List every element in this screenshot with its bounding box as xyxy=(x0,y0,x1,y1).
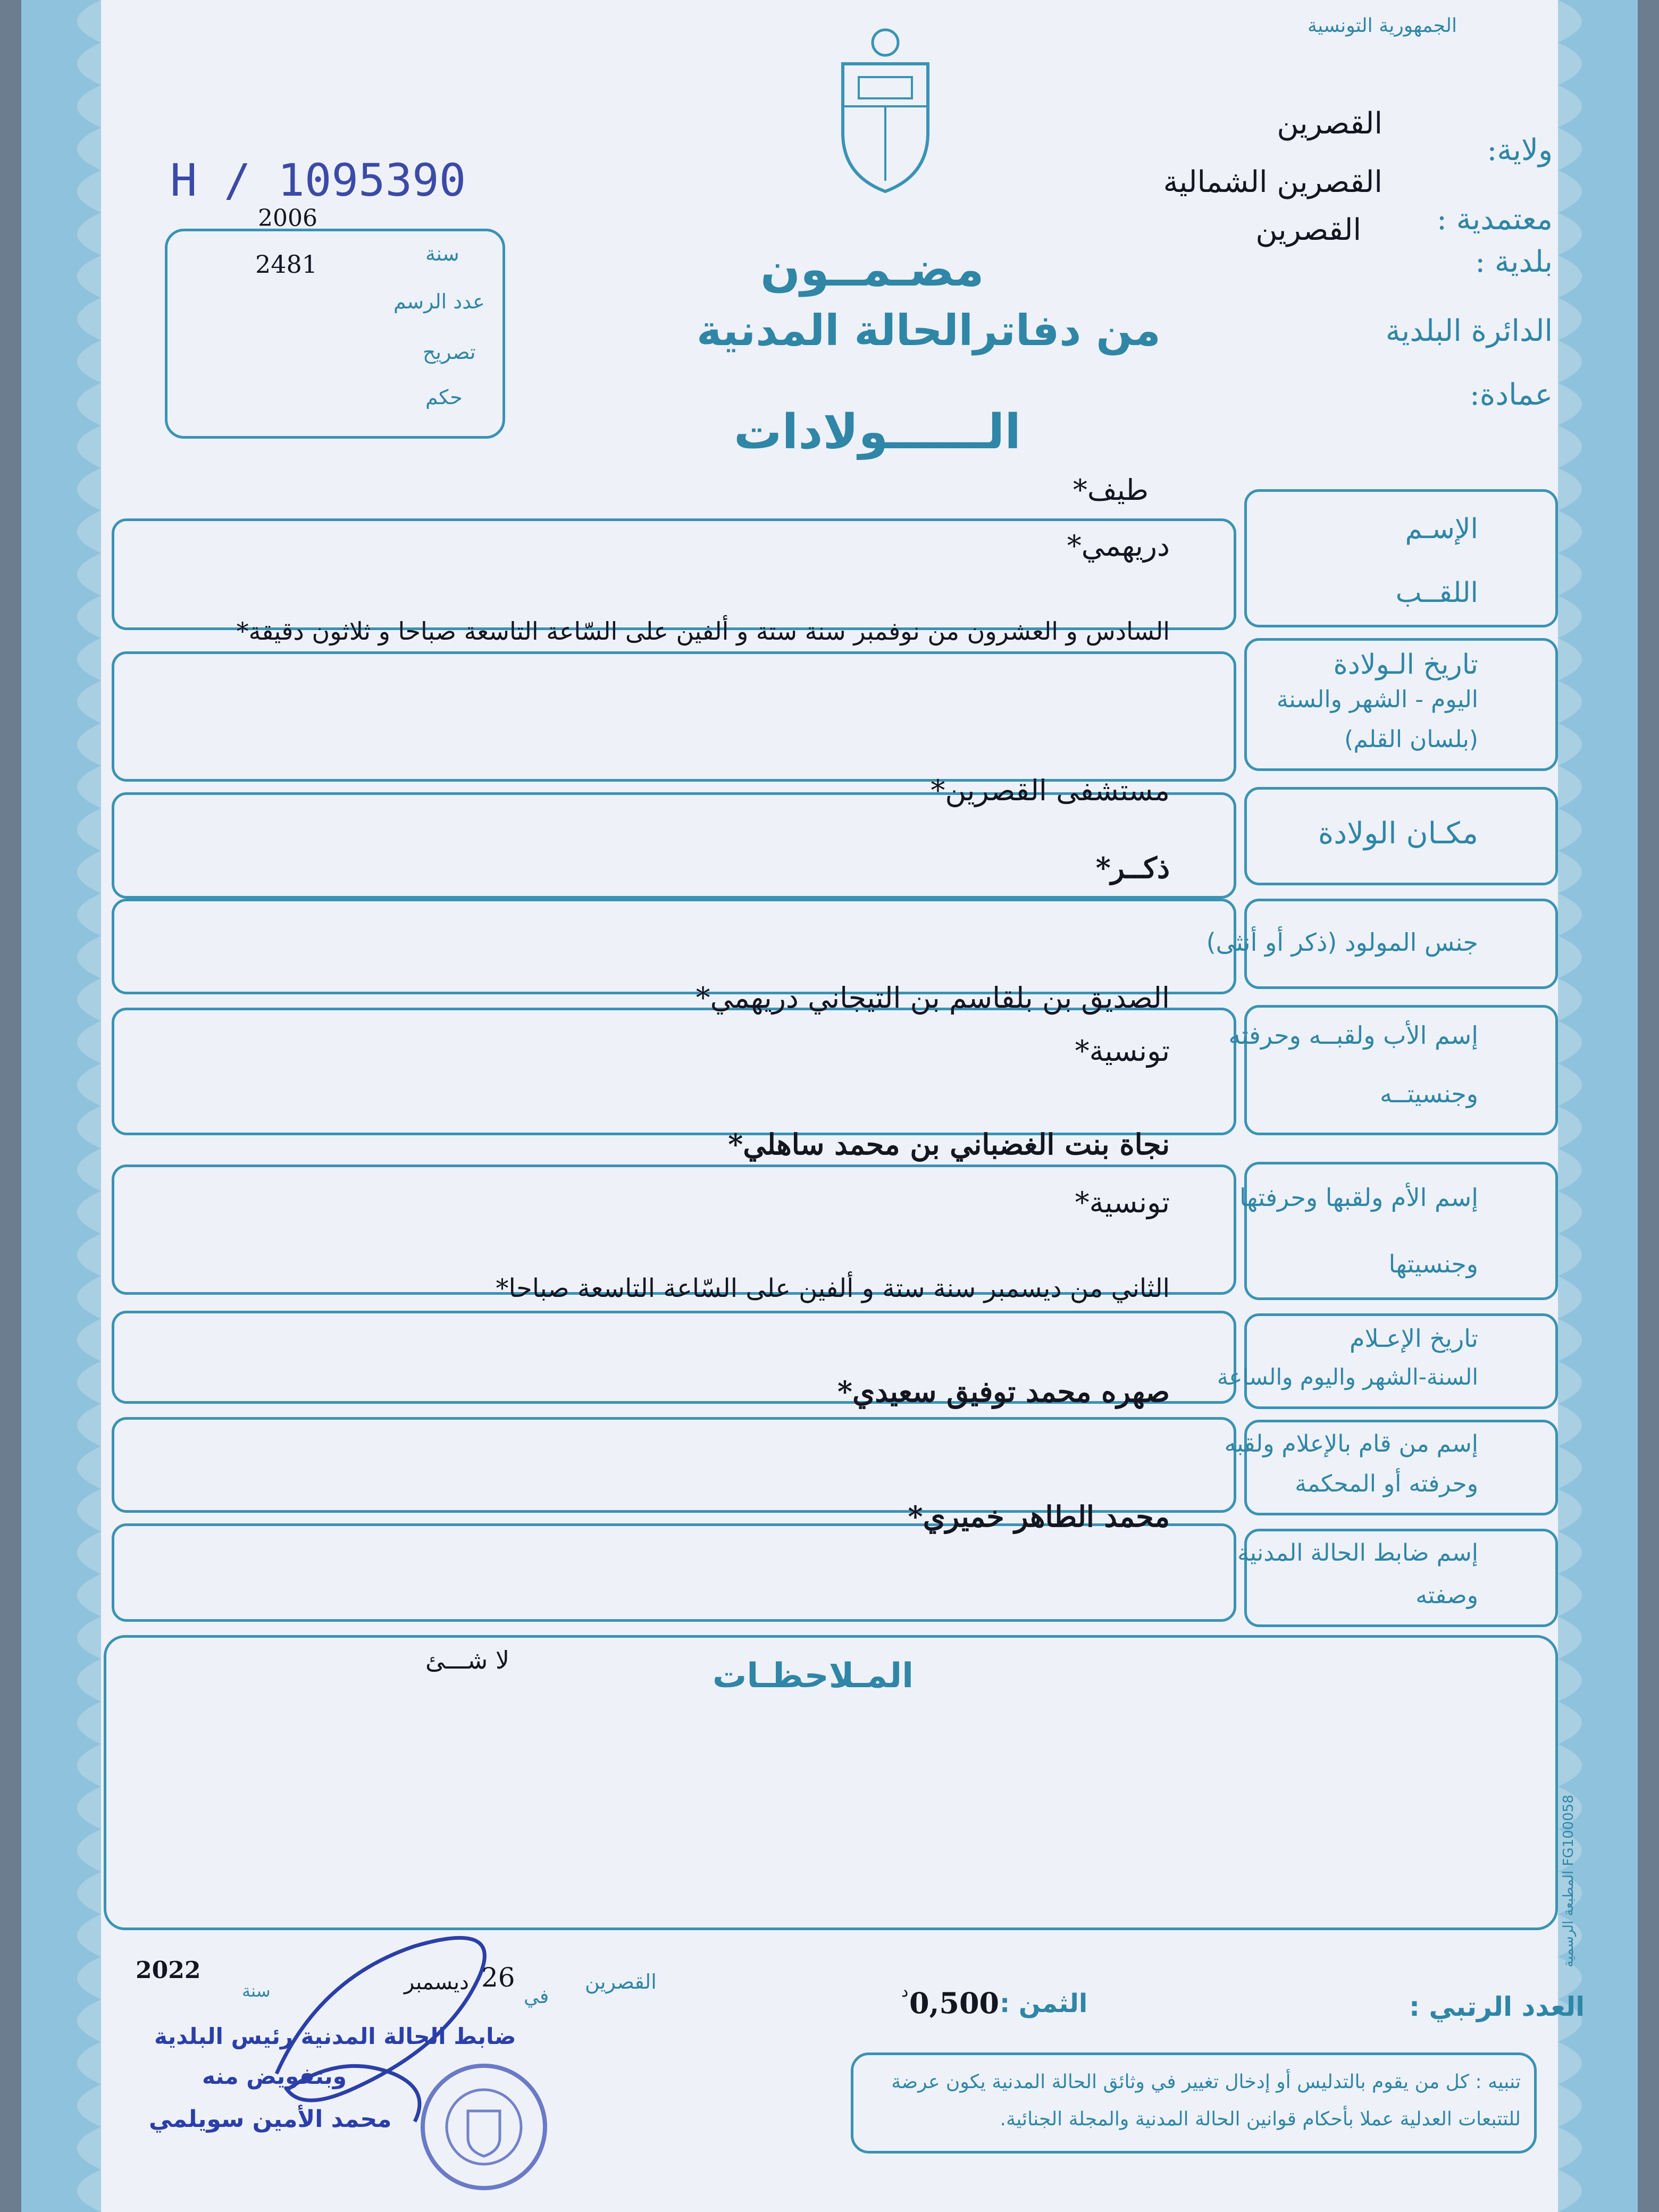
value-box-birth-place xyxy=(112,792,1236,899)
value-box-sex xyxy=(112,899,1236,994)
printer-code: المطبعة الرسمية FG100058 xyxy=(1561,1795,1577,1967)
footer-day: 26 xyxy=(481,1962,515,1993)
remarks-value: لا شـــئ xyxy=(425,1646,510,1674)
serial-number xyxy=(170,154,466,206)
label-mother-nationality: وجنسيتها xyxy=(1388,1250,1478,1278)
wilaya-value: القصرين xyxy=(1277,106,1382,141)
value-declarant: صهره محمد توفيق سعيدي* xyxy=(837,1375,1170,1409)
wilaya-label: ولاية: xyxy=(1487,133,1553,167)
value-first-name: طيف* xyxy=(1073,473,1149,507)
judgment-label: حكم xyxy=(425,386,463,409)
title-registers: من دفاترالحالة المدنية xyxy=(697,306,1161,355)
label-box-mother xyxy=(1244,1162,1558,1300)
omada-label: عمادة: xyxy=(1470,378,1553,412)
value-sex: ذكــر* xyxy=(1095,851,1170,885)
stamp-line-2: وبتفويض منه xyxy=(202,2063,347,2089)
stamp-line-3: محمد الأمين سويلمي xyxy=(149,2106,392,2133)
value-box-birth-date xyxy=(112,651,1236,782)
label-surname: اللقــب xyxy=(1395,577,1478,609)
republic-name: الجمهورية التونسية xyxy=(1307,15,1457,37)
motamadia-label: معتمدية : xyxy=(1437,202,1553,237)
value-surname: دريهمي* xyxy=(1067,529,1170,563)
value-birth-date: السادس و العشرون من نوفمبر سنة ستة و ألفين على السّاعة التاسعة صباحا و ثلاثون دقيقة* xyxy=(236,617,1170,646)
baladia-value: القصرين xyxy=(1255,213,1361,247)
label-birth-date-words: (بلسان القلم) xyxy=(1344,726,1478,753)
warning-line-2: للتتبعات العدلية عملا بأحكام قوانين الحالة المدنية والمجلة الجنائية. xyxy=(1000,2108,1521,2130)
warning-box xyxy=(851,2052,1537,2154)
value-mother: نجاة بنت الغضباني بن محمد ساهلي* xyxy=(728,1127,1170,1161)
value-box-father xyxy=(112,1008,1236,1135)
act-number-value: 2481 xyxy=(255,250,318,279)
serial-digits: 1095390 xyxy=(278,154,466,206)
footer-year: 2022 xyxy=(136,1957,201,1984)
label-birth-date: تاريخ الـولادة xyxy=(1333,649,1478,681)
coat-of-arms-emblem xyxy=(830,27,941,197)
value-box-officer xyxy=(112,1523,1236,1622)
label-officer-title: وصفته xyxy=(1415,1582,1478,1609)
title-madmoun: مضـمــون xyxy=(760,242,984,297)
footer-place: القصرين xyxy=(585,1970,657,1993)
stamp-line-1: ضابط الحالة المدنية رئيس البلدية xyxy=(154,2023,516,2049)
value-father-nationality: تونسية* xyxy=(1075,1034,1170,1068)
section-births: الــــــولادات xyxy=(734,404,1021,460)
act-number-label: عدد الرسم xyxy=(393,290,485,313)
price-value: 0,500 xyxy=(909,1986,1000,2020)
label-birth-date-format: اليوم - الشهر والسنة xyxy=(1276,686,1478,713)
declaration-label: تصريح xyxy=(423,340,476,364)
baladia-label: بلدية : xyxy=(1475,245,1553,279)
label-declarant-profession: وحرفته أو المحكمة xyxy=(1295,1470,1478,1497)
footer-in: في xyxy=(524,1986,549,2008)
label-sex: جنس المولود (ذكر أو أنثى) xyxy=(1206,928,1478,957)
serial-prefix: H / xyxy=(170,154,251,206)
ordinal-number-label: العدد الرتبي : xyxy=(1409,1991,1585,2022)
year-value: 2006 xyxy=(258,205,317,232)
label-first-name: الإسـم xyxy=(1405,513,1478,545)
label-father: إسم الأب ولقبــه وحرفته xyxy=(1228,1021,1478,1050)
warning-line-1: تنبيه : كل من يقوم بالتدليس أو إدخال تغيير في وثائق الحالة المدنية يكون عرضة xyxy=(891,2071,1521,2093)
footer-year-label: سنة xyxy=(242,1981,271,2001)
value-birth-place: مستشفى القصرين* xyxy=(931,774,1170,807)
remarks-label: المـلاحظـات xyxy=(713,1656,914,1696)
label-birth-place: مكـان الولادة xyxy=(1318,816,1478,851)
label-declaration-date: تاريخ الإعـلام xyxy=(1349,1324,1478,1353)
label-declarant: إسم من قام بالإعلام ولقبه xyxy=(1224,1430,1478,1457)
daira-label: الدائرة البلدية xyxy=(1385,314,1553,348)
value-box-declarant xyxy=(112,1417,1236,1513)
price-label: الثمن : xyxy=(1000,1989,1088,2018)
label-mother: إسم الأم ولقبها وحرفتها xyxy=(1239,1183,1478,1212)
left-border-pattern xyxy=(21,0,101,2212)
value-officer: محمد الطاهر خميري* xyxy=(908,1499,1170,1534)
label-father-nationality: وجنسيتــه xyxy=(1380,1079,1478,1108)
value-mother-nationality: تونسية* xyxy=(1075,1186,1170,1219)
signature xyxy=(255,1914,553,2143)
value-father: الصديق بن بلقاسم بن التيجاني دريهمي* xyxy=(696,981,1170,1015)
motamadia-value: القصرين الشمالية xyxy=(1163,165,1382,199)
footer-month: ديسمبر xyxy=(404,1970,469,1995)
year-label: سنة xyxy=(425,242,459,265)
price-unit: د xyxy=(901,1982,909,2001)
label-officer: إسم ضابط الحالة المدنية xyxy=(1237,1539,1478,1566)
value-declaration-date: الثاني من ديسمبر سنة ستة و ألفين على السّاعة التاسعة صباحا* xyxy=(496,1273,1170,1303)
label-declaration-date-format: السنة-الشهر واليوم والساعة xyxy=(1217,1364,1478,1390)
